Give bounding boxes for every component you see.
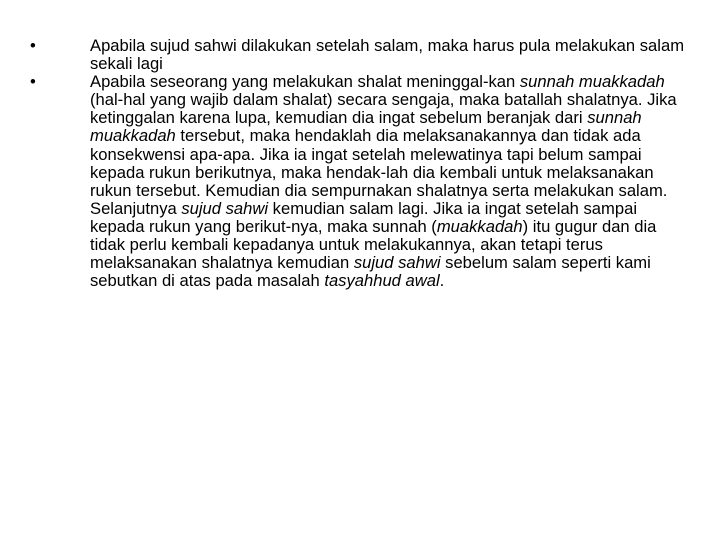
text-segment: sebelum salam seperti kami sebutkan di atas pada masalah (90, 253, 651, 291)
bullet-item-1 (26, 37, 690, 73)
text-segment: kemudian salam lagi. Jika ia ingat setelah sampai kepada rukun yang berikut-nya, maka sunnah ( (90, 198, 638, 236)
italic-term: sunnah muakkadah (90, 108, 642, 146)
text-segment: ) itu gugur dan dia tidak perlu kembali kepadanya untuk melakukannya, akan tetapi terus melaksanakan shalatnya kemudian (90, 216, 657, 273)
text-segment: tersebut, maka hendaklah dia melaksanakannya dan tidak ada konsekwensi apa-apa. Jika ia ingat setelah melewatinya tapi belum sampai kepada rukun berikutnya, maka hendak-lah dia kembali untuk melaksanakan rukun tersebut. Kemudian dia sempurnakan shalatnya serta melakukan salam. Selanjutnya (90, 126, 668, 218)
bullet-list (26, 37, 690, 290)
text-segment: (hal-hal yang wajib dalam shalat) secara sengaja, maka batallah shalatnya. Jika ketinggalan karena lupa, kemudian dia ingat sebelum beranjak dari (90, 90, 677, 128)
bullet-text-1 (90, 37, 690, 73)
italic-term: sunnah muakkadah (519, 72, 665, 92)
bullet-mark: • (30, 36, 36, 55)
italic-term: sujud sahwi (181, 198, 269, 218)
bullet-item-2 (26, 73, 690, 290)
bullet-mark: • (30, 72, 36, 92)
italic-term: muakkadah (436, 216, 523, 236)
italic-term: sujud sahwi (353, 253, 441, 273)
italic-term: tasyahhud awal (324, 271, 440, 291)
text-segment: Apabila seseorang yang melakukan shalat meninggal-kan (90, 72, 520, 92)
text-segment: Apabila sujud sahwi dilakukan setelah salam, maka harus pula melakukan salam sekali lagi (90, 36, 685, 74)
text-segment: . (439, 271, 445, 291)
bullet-text-2 (90, 73, 690, 290)
